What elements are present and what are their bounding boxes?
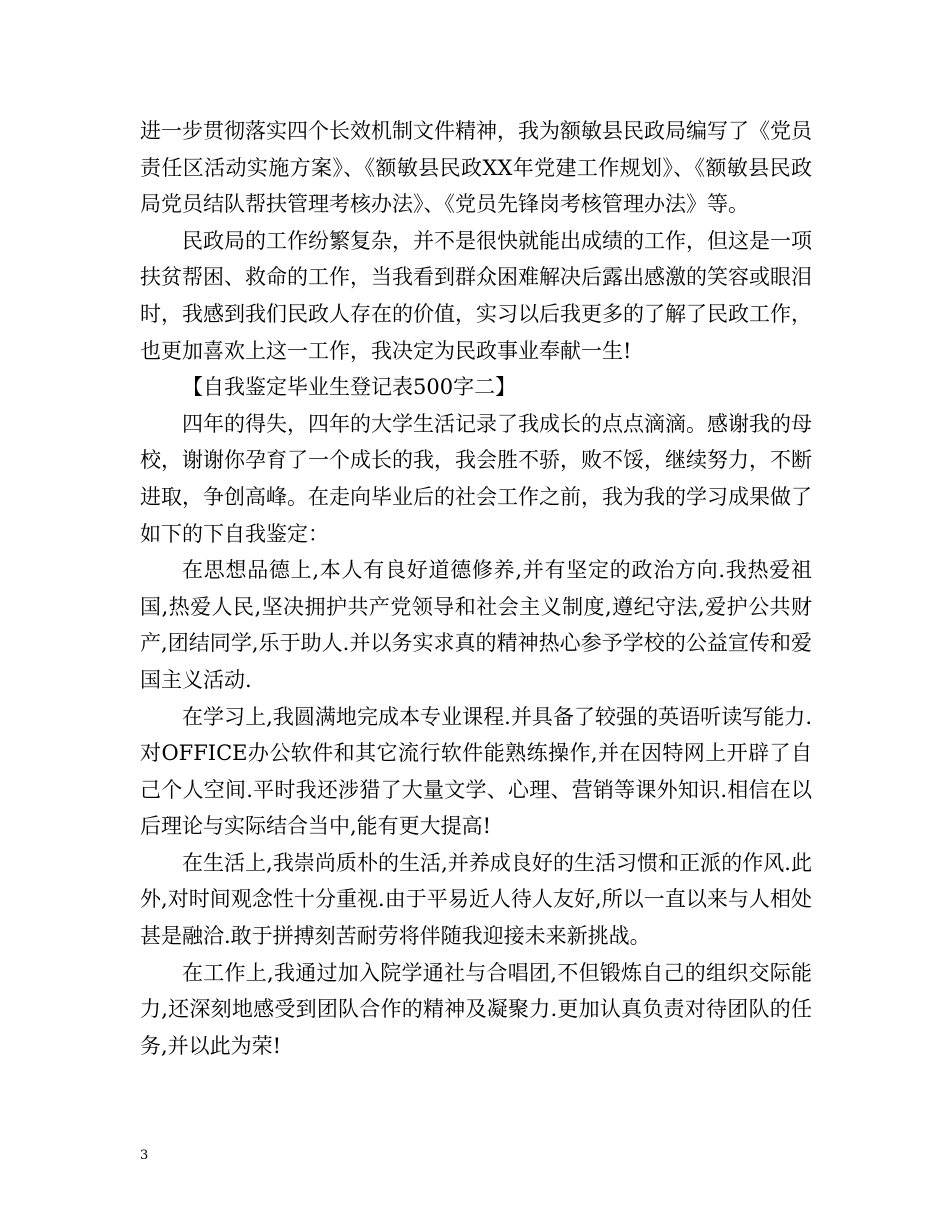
paragraph-ideology: 在思想品德上,本人有良好道德修养,并有坚定的政治方向.我热爱祖国,热爱人民,坚决拥护共产党领导和社会主义制度,遵纪守法,爱护公共财产,团结同学,乐于助人.并以务实求真的精神热心参予学校的公益宣传和爱国主义活动.: [140, 558, 812, 692]
page-number: 3: [140, 1148, 149, 1163]
paragraph-work: 在工作上,我通过加入院学通社与合唱团,不但锻炼自己的组织交际能力,还深刻地感受到团队合作的精神及凝聚力.更加认真负责对待团队的任务,并以此为荣!: [140, 960, 812, 1058]
paragraph-life: 在生活上,我崇尚质朴的生活,并养成良好的生活习惯和正派的作风.此外,对时间观念性十分重视.由于平易近人待人友好,所以一直以来与人相处甚是融洽.敢于拼搏刻苦耐劳将伴随我迎接未来新挑战。: [140, 850, 812, 949]
document-body: [140, 113, 812, 1064]
paragraph-minzheng-work: 民政局的工作纷繁复杂，并不是很快就能出成绩的工作，但这是一项扶贫帮困、救命的工作，当我看到群众困难解决后露出感激的笑容或眼泪时，我感到我们民政人存在的价值，实习以后我更多的了解了民政工作，也更加喜欢上这一工作，我决定为民政事业奉献一生!: [140, 228, 812, 363]
paragraph-four-years: 四年的得失，四年的大学生活记录了我成长的点点滴滴。感谢我的母校，谢谢你孕育了一个成长的我，我会胜不骄，败不馁，继续努力，不断进取，争创高峰。在走向毕业后的社会工作之前，我为我的学习成果做了如下的下自我鉴定：: [140, 411, 812, 546]
paragraph-study: 在学习上,我圆满地完成本专业课程.并具备了较强的英语听读写能力.对OFFICE办公软件和其它流行软件能熟练操作,并在因特网上开辟了自己个人空间.平时我还涉猎了大量文学、心理、营销等课外知识.相信在以后理论与实际结合当中,能有更大提高!: [140, 704, 812, 839]
paragraph-continuation: 进一步贯彻落实四个长效机制文件精神，我为额敏县民政局编写了《党员责任区活动实施方案》、《额敏县民政XX年党建工作规划》、《额敏县民政局党员结队帮扶管理考核办法》、《党员先锋岗考核管理办法》等。: [140, 119, 812, 217]
section-heading: 【自我鉴定毕业生登记表500字二】: [182, 375, 517, 400]
